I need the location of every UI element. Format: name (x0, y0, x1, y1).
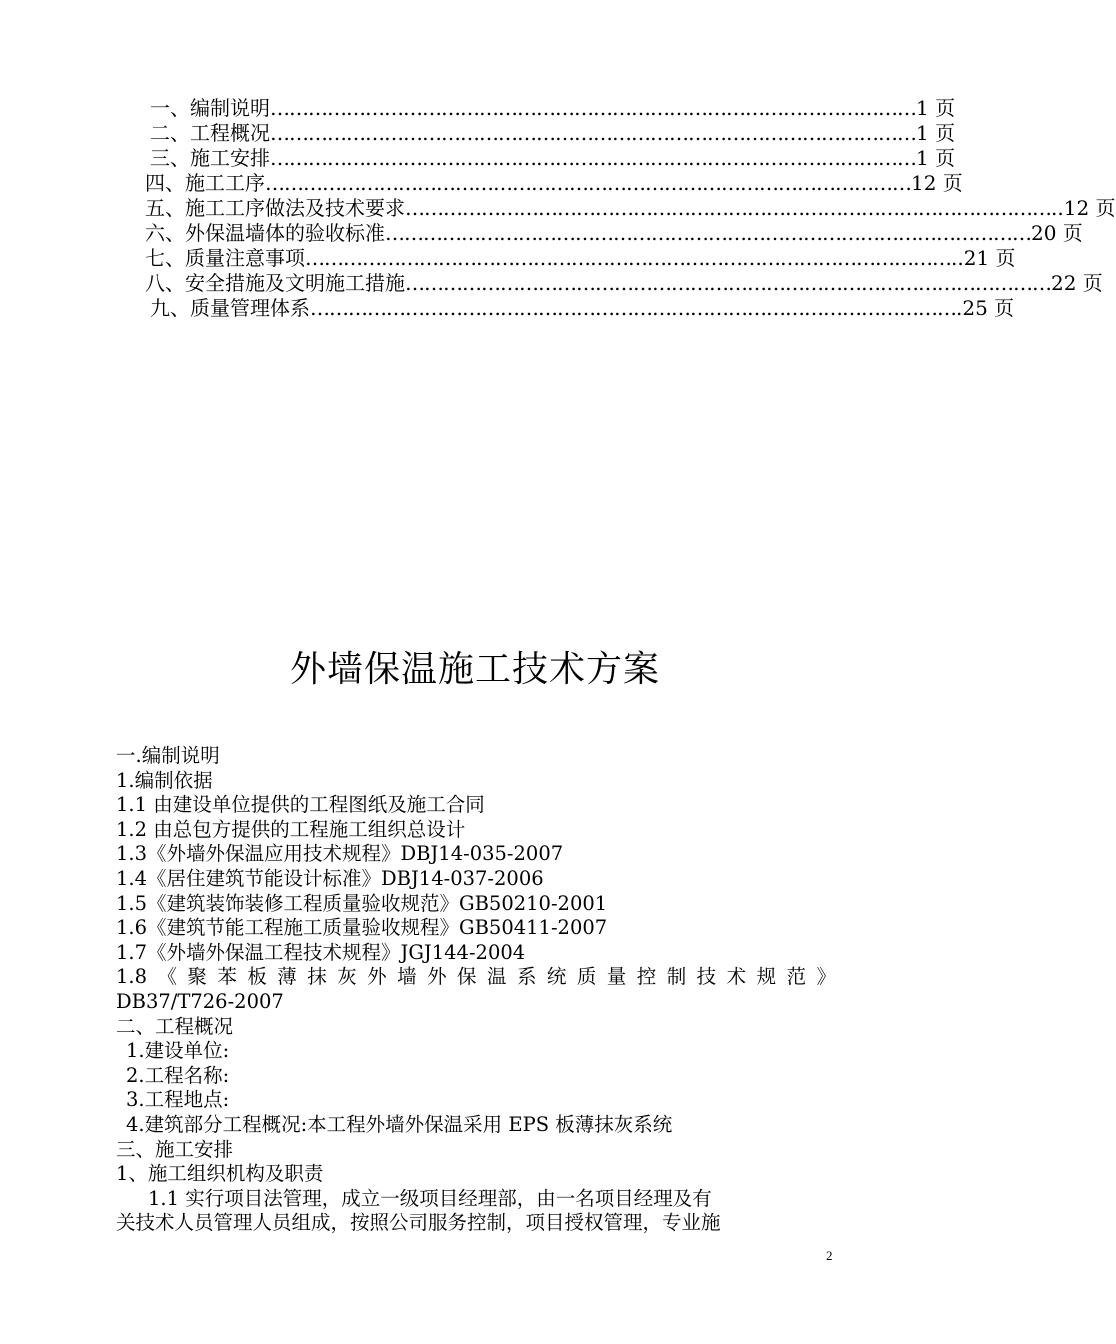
page-number: 2 (826, 1248, 833, 1263)
toc-entry-title: 施工工序 (185, 171, 265, 195)
body-line: 1.3《外墙外保温应用技术规程》DBJ14-035-2007 (116, 842, 564, 866)
toc-leader-dots: ………………………………………………………………………………………… (405, 196, 1051, 220)
toc-entry-title: 编制说明 (190, 96, 270, 120)
body-line: 关技术人员管理人员组成，按照公司服务控制，项目授权管理，专业施 (116, 1211, 721, 1235)
toc-leader-dots: ………………………………………………………………………………………… (405, 271, 1051, 295)
toc-entry (150, 146, 956, 171)
toc-entry-number: 七、 (145, 246, 185, 270)
toc-entry-page: .25 页 (956, 296, 1015, 320)
toc-entry-title: 质量管理体系 (190, 296, 310, 320)
toc-entry-title: 外保温墙体的验收标准 (185, 221, 385, 245)
toc-entry-title: 施工安排 (190, 146, 270, 170)
toc-entry-number: 九、 (150, 296, 190, 320)
toc-entry-number: 二、 (150, 121, 190, 145)
toc-entry-number: 六、 (145, 221, 185, 245)
toc-entry (145, 246, 1016, 271)
toc-entry (150, 121, 956, 146)
document-body (116, 744, 836, 1236)
toc-entry-page: 22 页 (1051, 271, 1103, 295)
toc-entry-title: 质量注意事项 (185, 246, 305, 270)
body-line: DB37/T726-2007 (116, 989, 284, 1013)
toc-entry-title: 施工工序做法及技术要求 (185, 196, 405, 220)
toc-entry-number: 一、 (150, 96, 190, 120)
subsection-heading: 1、施工组织机构及职责 (116, 1162, 324, 1186)
toc-entry (145, 271, 1103, 296)
toc-entry-number: 三、 (150, 146, 190, 170)
body-line: 1.1 实行项目法管理，成立一级项目经理部，由一名项目经理及有 (148, 1186, 712, 1210)
section-heading: 二、工程概况 (116, 1014, 234, 1038)
body-line: 3.工程地点: (126, 1088, 230, 1112)
toc-leader-dots: ………………………………………………………………………………………… (310, 296, 956, 320)
toc-entry-page: ..21 页 (951, 246, 1016, 270)
section-heading: 一.编制说明 (116, 744, 220, 767)
toc-entry-number: 八、 (145, 271, 185, 295)
toc-entry-number: 五、 (145, 196, 185, 220)
body-line: 1.建设单位: (126, 1039, 230, 1063)
toc-entry-title: 安全措施及文明施工措施 (185, 271, 405, 295)
body-line: 1.8《聚苯板薄抹灰外墙外保温系统质量控制技术规范》 (116, 965, 836, 989)
toc-leader-dots: ………………………………………………………………………………………… (270, 146, 916, 170)
toc-entry (145, 171, 963, 196)
toc-leader-dots: ………………………………………………………………………………………… (270, 121, 916, 145)
toc-entry-page: 12 页 (911, 171, 963, 195)
toc-entry-number: 四、 (145, 171, 185, 195)
toc-entry-page: 1 页 (916, 96, 956, 120)
toc-leader-dots: ………………………………………………………………………………………… (305, 246, 951, 270)
toc-entry (150, 296, 1015, 321)
toc-entry-page: 1 页 (916, 121, 956, 145)
toc-entry (145, 221, 1083, 246)
body-line: 2.工程名称: (126, 1063, 230, 1087)
body-line: 1.6《建筑节能工程施工质量验收规程》GB50411-2007 (116, 916, 608, 940)
toc-leader-dots: ………………………………………………………………………………………… (265, 171, 911, 195)
subsection-heading: 1.编制依据 (116, 768, 213, 792)
body-line: 4.建筑部分工程概况:本工程外墙外保温采用 EPS 板薄抹灰系统 (126, 1112, 673, 1136)
body-line: 1.7《外墙外保温工程技术规程》JGJ144-2004 (116, 940, 526, 964)
body-line: 1.5《建筑装饰装修工程质量验收规范》GB50210-2001 (116, 891, 608, 915)
toc-entry-page: 1 页 (916, 146, 956, 170)
document-title: 外墙保温施工技术方案 (289, 649, 660, 690)
toc-entry-page: 20 页 (1031, 221, 1083, 245)
toc-leader-dots: ………………………………………………………………………………………… (270, 96, 916, 120)
toc-entry-title: 工程概况 (190, 121, 270, 145)
toc-leader-dots: ………………………………………………………………………………………… (385, 221, 1031, 245)
toc-entry-page: ..12 页 (1051, 196, 1116, 220)
toc-entry (150, 96, 956, 121)
body-line: 1.2 由总包方提供的工程施工组织总设计 (116, 817, 466, 841)
section-heading: 三、施工安排 (116, 1137, 234, 1161)
toc-entry (145, 196, 1116, 221)
body-line: 1.1 由建设单位提供的工程图纸及施工合同 (116, 793, 485, 817)
body-line: 1.4《居住建筑节能设计标准》DBJ14-037-2006 (116, 866, 544, 890)
